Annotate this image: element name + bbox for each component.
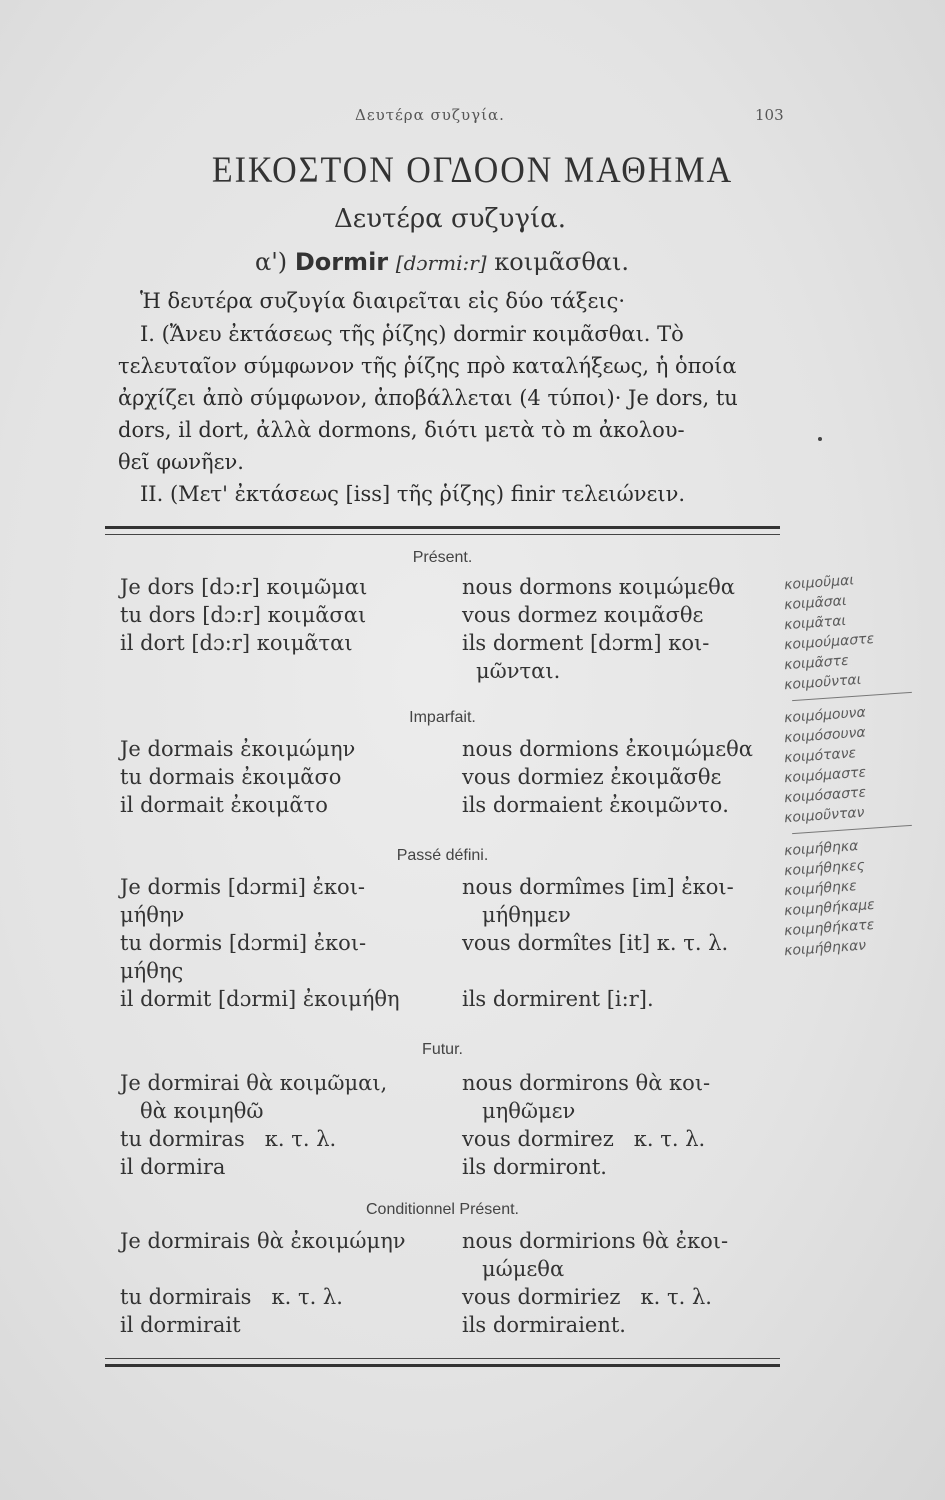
conj-line: nous dormîmes [im] ἐκοι- — [462, 875, 734, 899]
margin-note: κοιμοῦμαι — [783, 572, 855, 594]
conj-line: ils dormiraient. — [462, 1313, 626, 1337]
conj-line: vous dormez κοιμᾶσθε — [462, 603, 704, 627]
conj-line: μηθῶμεν — [482, 1099, 576, 1123]
conj-line: vous dormiriez κ. τ. λ. — [462, 1285, 712, 1309]
conj-line: vous dormîtes [it] κ. τ. λ. — [462, 931, 729, 955]
passe-singular — [120, 873, 450, 1013]
margin-note: κοιμήθηκα — [783, 838, 859, 860]
futur-plural — [462, 1069, 782, 1181]
conj-line: μήθημεν — [482, 903, 571, 927]
margin-note: κοιμότανε — [783, 745, 857, 767]
margin-note: κοιμήθηκες — [783, 857, 866, 880]
running-title: Δευτέρα συζυγία. — [355, 106, 505, 124]
section-label: α') — [255, 248, 288, 276]
conj-line: il dormirait — [120, 1313, 241, 1337]
running-head — [0, 106, 945, 130]
conj-line: il dormira — [120, 1155, 226, 1179]
imparfait-plural — [462, 735, 782, 819]
handwritten-margin-notes — [783, 570, 934, 960]
present-singular — [120, 573, 450, 657]
conj-line: tu dors [dɔ:r] κοιμᾶσαι — [120, 603, 367, 627]
verb-greek: κοιμᾶσθαι. — [494, 248, 630, 276]
lesson-title: ΕΙΚΟΣΤΟΝ ΟΓΔΟΟΝ ΜΑΘΗΜΑ — [211, 150, 734, 191]
margin-note: κοιμηθήκαμε — [783, 896, 876, 920]
tense-futur: Futur. — [422, 1041, 463, 1058]
prose-line: τελευταῖον σύμφωνον τῆς ῥίζης πρὸ καταλήξεως, ἡ ὁποία — [118, 354, 737, 378]
subtitle: Δευτέρα συζυγία. — [333, 204, 567, 234]
margin-note: κοιμοῦνταν — [783, 804, 865, 827]
conj-line: μώμεθα — [482, 1257, 565, 1281]
present-plural — [462, 573, 782, 685]
prose-line: II. (Μετ' ἐκτάσεως [iss] τῆς ῥίζης) finir τελειώνειν. — [140, 482, 686, 506]
conj-line: μῶνται. — [476, 659, 561, 683]
conj-line: il dormit [dɔrmi] ἐκοιμήθη — [120, 987, 400, 1011]
conj-line: ils dormiront. — [462, 1155, 607, 1179]
conj-line: tu dormirais κ. τ. λ. — [120, 1285, 343, 1309]
prose-line: θεῖ φωνῆεν. — [118, 450, 244, 474]
conj-line: tu dormis [dɔrmi] ἐκοι- — [120, 931, 367, 955]
tense-imparfait: Imparfait. — [409, 709, 476, 726]
margin-note: κοιμόμαστε — [783, 764, 867, 787]
margin-note: κοιμοῦνται — [783, 671, 862, 694]
conj-line: nous dormons κοιμώμεθα — [462, 575, 735, 599]
conj-line: tu dormais ἐκοιμᾶσο — [120, 765, 342, 789]
margin-note: κοιμᾶσαι — [783, 592, 848, 614]
margin-note: κοιμόμουνα — [783, 704, 867, 727]
conj-line: vous dormirez κ. τ. λ. — [462, 1127, 706, 1151]
verb-dormir: Dormir — [294, 248, 389, 276]
conj-line: ils dormirent [i:r]. — [462, 987, 654, 1011]
tense-passe-defini: Passé défini. — [396, 847, 489, 864]
conj-line: nous dormions ἐκοιμώμεθα — [462, 737, 753, 761]
prose-line: I. (Ἄνευ ἐκτάσεως τῆς ῥίζης) dormir κοιμᾶσθαι. Τὸ — [140, 322, 684, 346]
imparfait-singular — [120, 735, 450, 819]
conj-line: il dort [dɔ:r] κοιμᾶται — [120, 631, 353, 655]
conditionnel-singular — [120, 1227, 450, 1339]
conj-line: Je dormirais θὰ ἐκοιμώμην — [120, 1229, 406, 1253]
conjugation-table — [105, 526, 780, 1367]
conj-line — [462, 957, 782, 985]
tense-conditionnel: Conditionnel Présent. — [366, 1201, 519, 1218]
conj-line: nous dormirons θὰ κοι- — [462, 1071, 711, 1095]
prose-line: dors, il dort, ἀλλὰ dormons, διότι μετὰ τὸ m ἀκολου- — [118, 418, 685, 442]
margin-note: κοιμούμαστε — [783, 630, 875, 654]
conj-line: Je dormirai θὰ κοιμῶμαι, — [120, 1071, 388, 1095]
conj-line: nous dormirions θὰ ἐκοι- — [462, 1229, 729, 1253]
conj-line: Je dors [dɔ:r] κοιμῶμαι — [120, 575, 368, 599]
ink-dot — [818, 437, 822, 441]
section-heading — [255, 248, 629, 276]
conj-line: ils dormaient ἐκοιμῶντο. — [462, 793, 729, 817]
conj-line: θὰ κοιμηθῶ — [140, 1099, 264, 1123]
conj-line — [120, 1255, 450, 1283]
conj-line: il dormait ἐκοιμᾶτο — [120, 793, 328, 817]
margin-note: κοιμήθηκαν — [783, 937, 867, 960]
conj-line: tu dormiras κ. τ. λ. — [120, 1127, 337, 1151]
passe-plural — [462, 873, 782, 1013]
conj-line: ils dorment [dɔrm] κοι- — [462, 631, 710, 655]
conj-line: Je dormis [dɔrmi] ἐκοι- — [120, 875, 366, 899]
prose-line: ἀρχίζει ἀπὸ σύμφωνον, ἀποβάλλεται (4 τύποι)· Je dors, tu — [118, 386, 738, 410]
prose-intro: Ἡ δευτέρα συζυγία διαιρεῖται εἰς δύο τάξεις· — [140, 289, 626, 313]
page-number: 103 — [755, 106, 784, 124]
conditionnel-plural — [462, 1227, 782, 1339]
conj-line: Je dormais ἐκοιμώμην — [120, 737, 356, 761]
tense-present: Présent. — [412, 549, 473, 566]
futur-singular — [120, 1069, 450, 1181]
margin-note: κοιμήθηκε — [783, 878, 858, 900]
margin-note: κοιμηθήκατε — [783, 916, 875, 940]
margin-note: κοιμόσαστε — [783, 784, 867, 807]
conj-line: μήθης — [120, 959, 184, 983]
conj-line: μήθην — [120, 903, 185, 927]
margin-note: κοιμᾶται — [783, 612, 847, 634]
margin-note: κοιμόσουνα — [783, 724, 867, 747]
margin-note: κοιμᾶστε — [783, 652, 850, 674]
conj-line: vous dormiez ἐκοιμᾶσθε — [462, 765, 722, 789]
verb-pronunciation: [dɔrmi:r] — [395, 251, 487, 275]
